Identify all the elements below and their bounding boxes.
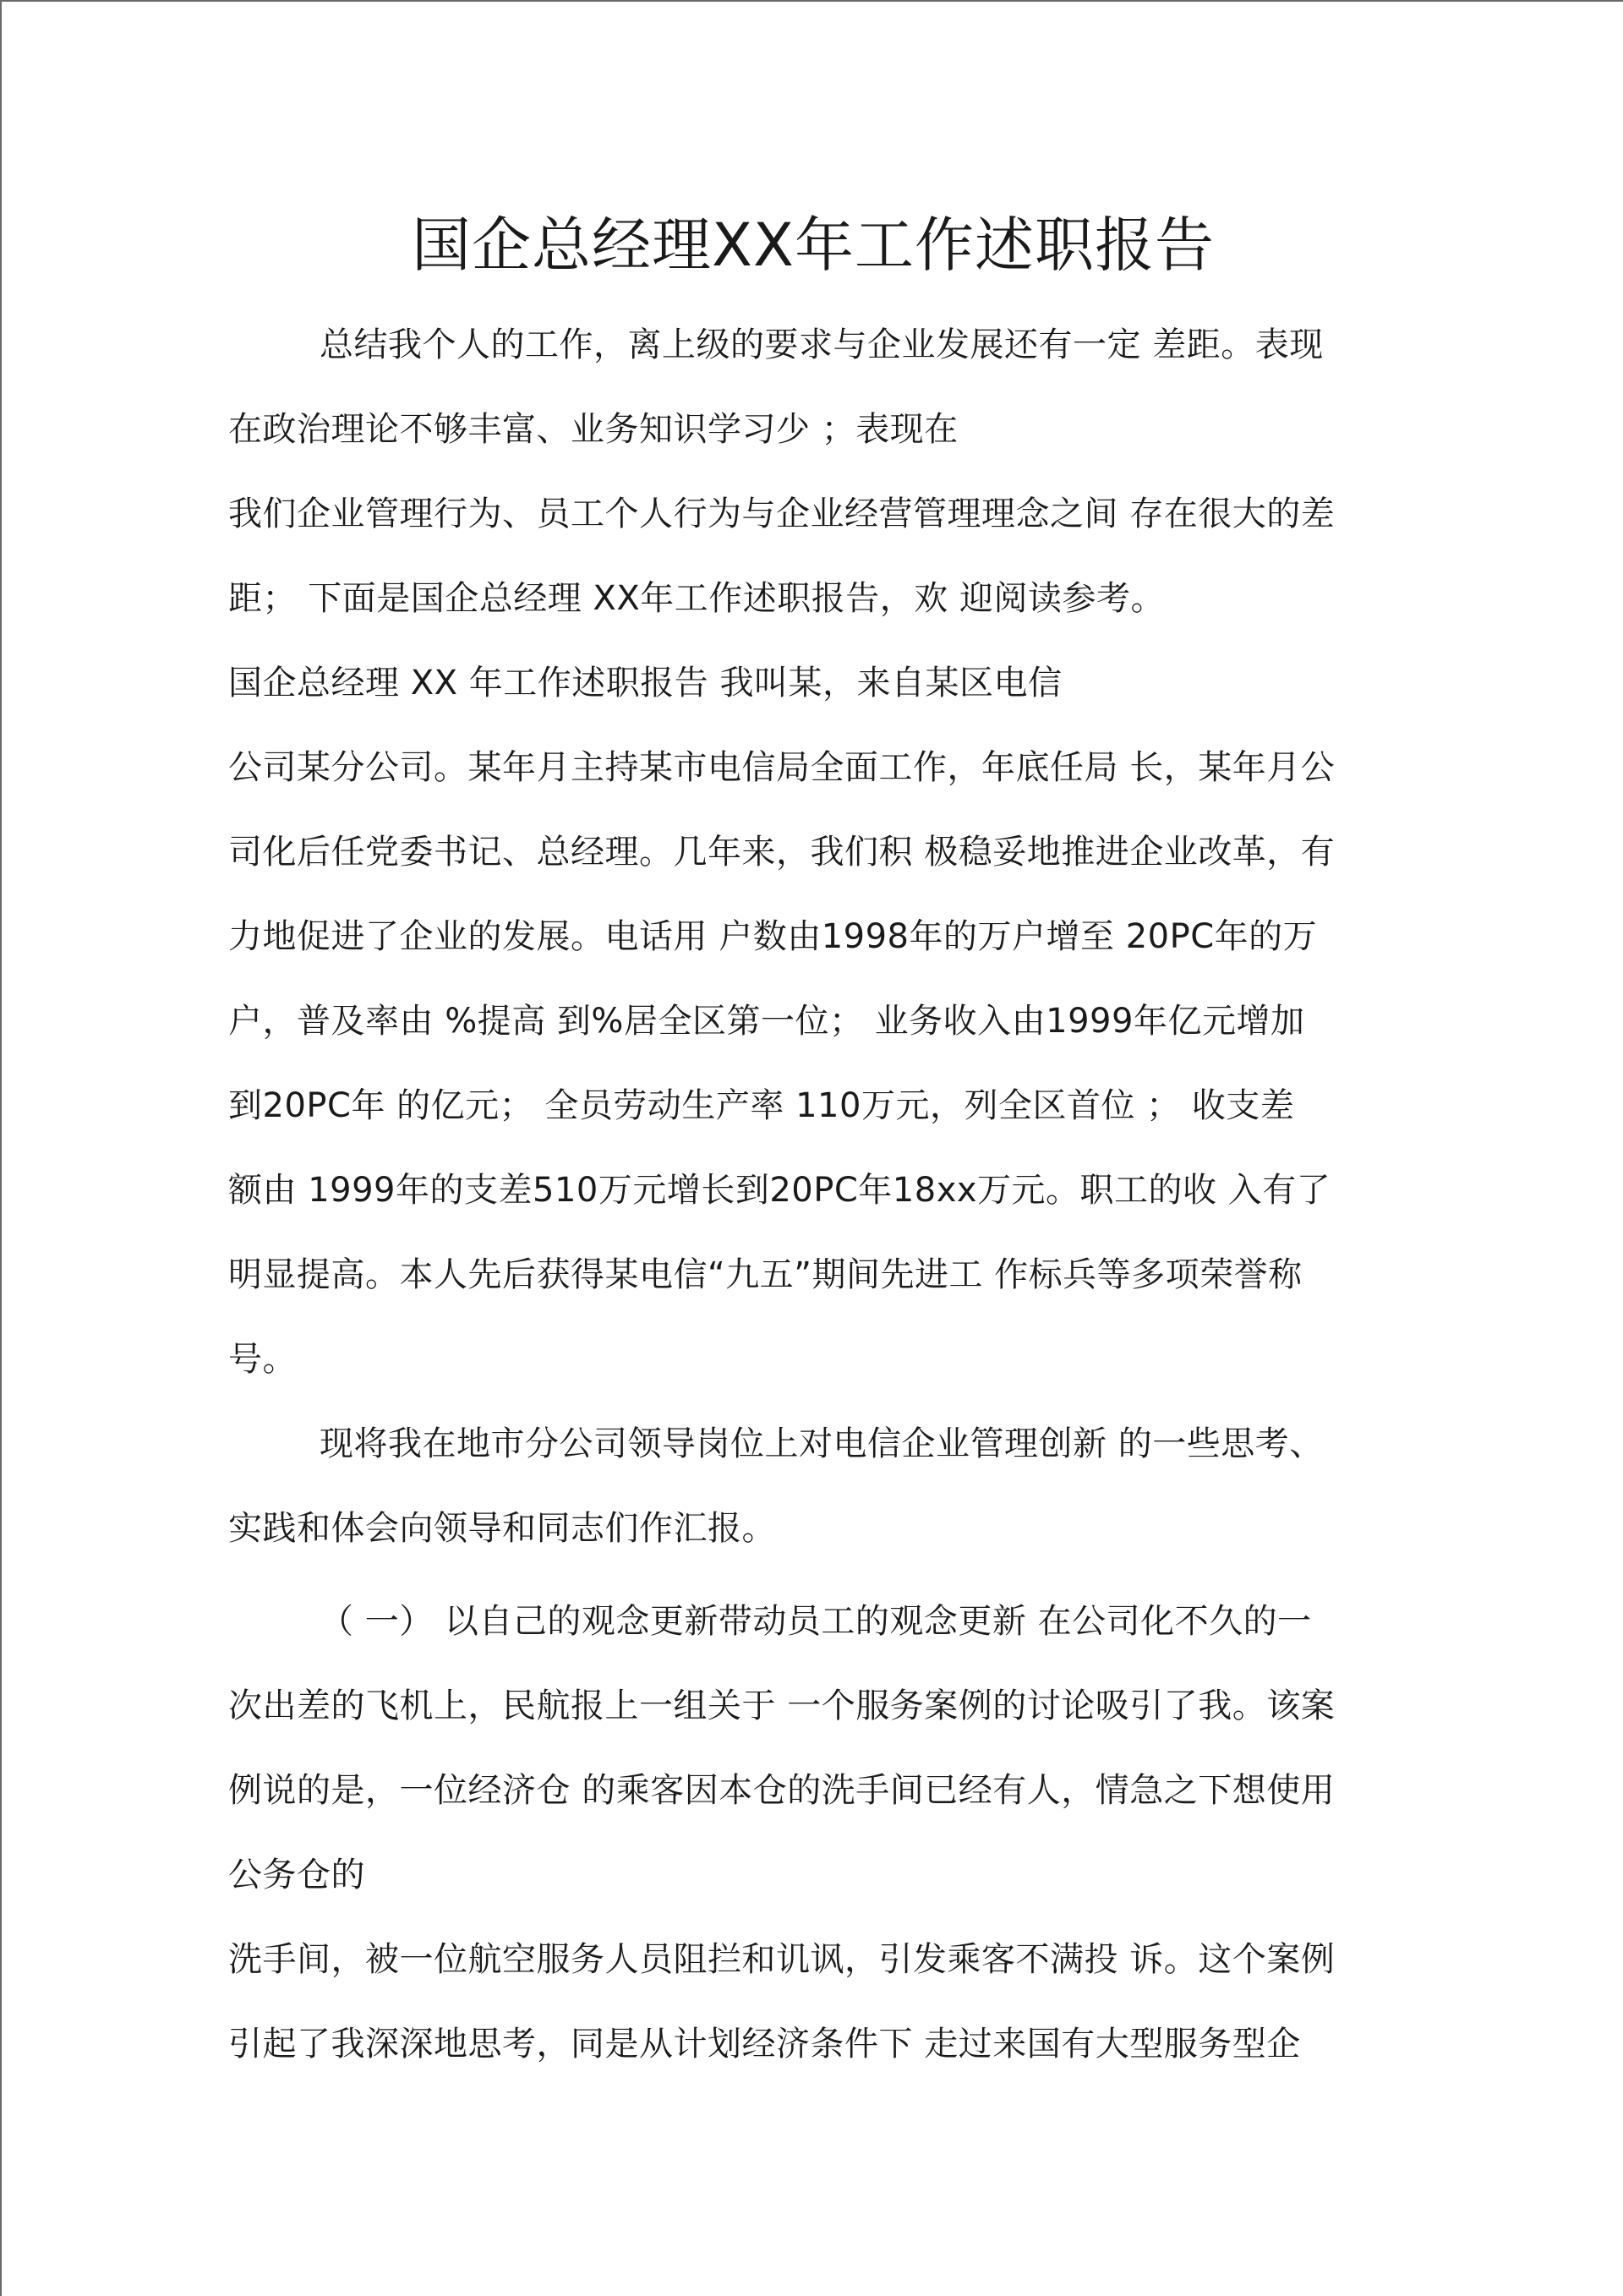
paragraph-line: 户，普及率由 %提高 到%居全区第一位； 业务收入由1999年亿元增加	[228, 1002, 1305, 1041]
paragraph-line: 司化后任党委书记、总经理。几年来，我们积 极稳妥地推进企业改革，有	[228, 833, 1336, 872]
paragraph-line: 国企总经理 XX 年工作述职报告 我叫某，来自某区电信	[228, 664, 1063, 702]
paragraph-line: 额由 1999年的支差510万元增长到20PC年18xx万元。职工的收 入有了	[228, 1171, 1331, 1210]
paragraph-line: 实践和体会向领导和同志们作汇报。	[228, 1509, 776, 1548]
paragraph-line: 公司某分公司。某年月主持某市电信局全面工作，年底任局 长，某年月公	[228, 748, 1336, 787]
document-title: 国企总经理XX年工作述职报告	[412, 210, 1215, 280]
paragraph-line: 洗手间，被一位航空服务人员阻拦和讥讽，引发乘客不满投 诉。这个案例	[228, 1940, 1336, 1979]
paragraph-line: 号。	[228, 1340, 297, 1379]
paragraph-line: 到20PC年 的亿元； 全员劳动生产率 110万元，列全区首位 ； 收支差	[228, 1086, 1295, 1125]
paragraph-line: 次出差的飞机上，民航报上一组关于 一个服务案例的讨论吸引了我。该案	[228, 1686, 1336, 1725]
paragraph-line: 距； 下面是国企总经理 XX年工作述职报告，欢 迎阅读参考。	[228, 579, 1165, 618]
paragraph-line: 公务仓的	[228, 1856, 365, 1894]
paragraph-line: 我们企业管理行为、员工个人行为与企业经营管理理念之间 存在很大的差	[228, 495, 1336, 533]
paragraph-line: 力地促进了企业的发展。电话用 户数由1998年的万户增至 20PC年的万	[228, 917, 1318, 956]
paragraph-line: 现将我在地市分公司领导岗位上对电信企业管理创新 的一些思考、	[320, 1424, 1324, 1463]
paragraph-line: （ 一） 以自己的观念更新带动员工的观念更新 在公司化不久的一	[320, 1602, 1312, 1641]
paragraph-line: 总结我个人的工作，离上级的要求与企业发展还有一定 差距。表现	[320, 325, 1324, 364]
paragraph-line: 引起了我深深地思考，同是从计划经济条件下 走过来国有大型服务型企	[228, 2025, 1301, 2064]
paragraph-line: 例说的是，一位经济仓 的乘客因本仓的洗手间已经有人，情急之下想使用	[228, 1771, 1336, 1810]
paragraph-line: 在政治理论不够丰富、业务知识学习少 ；表现在	[228, 410, 959, 449]
paragraph-line: 明显提高。本人先后获得某电信“九五”期间先进工 作标兵等多项荣誉称	[228, 1255, 1303, 1294]
